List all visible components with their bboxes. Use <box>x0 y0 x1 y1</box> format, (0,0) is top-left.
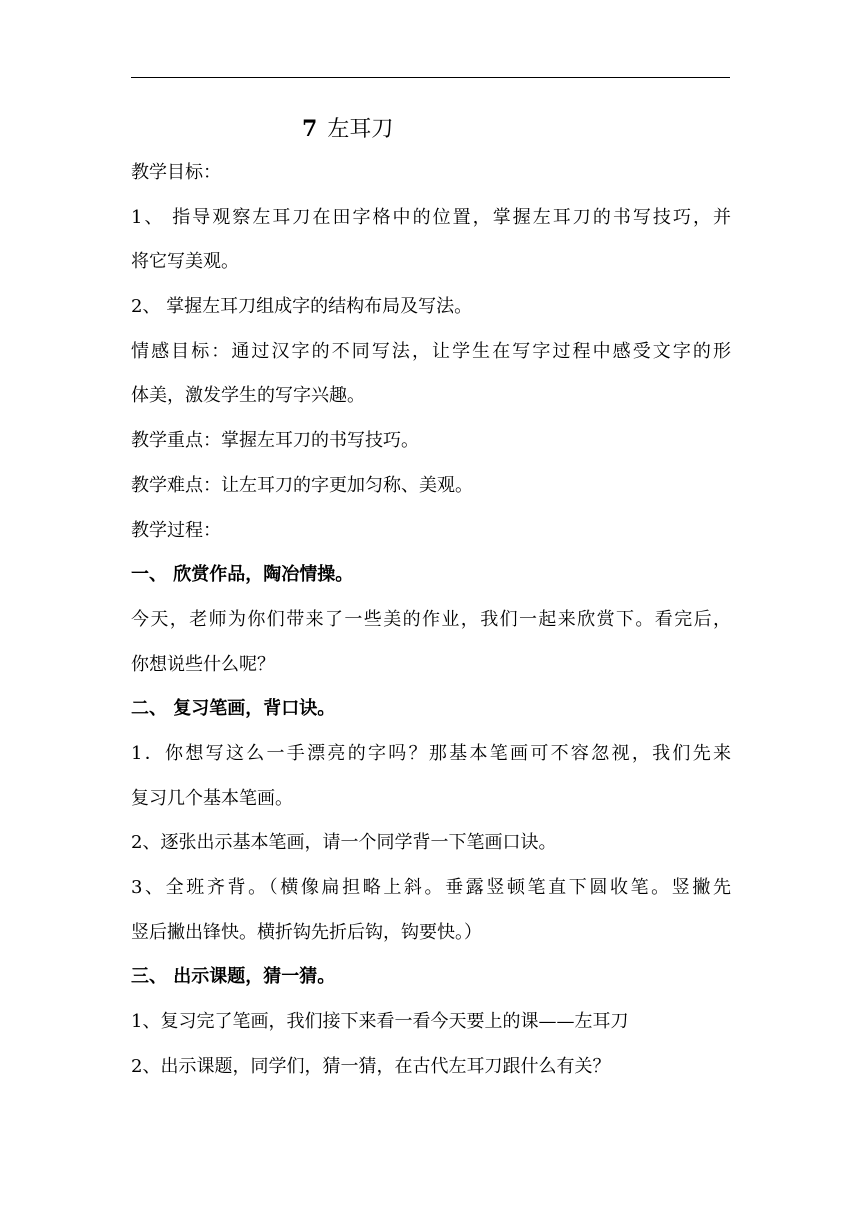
paragraph-line: 竖后撇出锋快。横折钩先折后钩，钩要快。） <box>131 921 482 943</box>
section-heading: 一、 欣赏作品，陶冶情操。 <box>131 564 354 586</box>
title-text: 左耳刀 <box>327 117 394 142</box>
paragraph-line: 情感目标：通过汉字的不同写法，让学生在写字过程中感受文字的形 <box>131 340 731 362</box>
paragraph-line: 教学过程： <box>131 519 221 541</box>
paragraph-line: 1．你想写这么一手漂亮的字吗？那基本笔画可不容忽视，我们先来 <box>131 742 731 764</box>
paragraph-line: 教学难点：让左耳刀的字更加匀称、美观。 <box>131 474 473 496</box>
paragraph-line: 复习几个基本笔画。 <box>131 787 293 809</box>
paragraph-line: 教学重点：掌握左耳刀的书写技巧。 <box>131 430 419 452</box>
document-body <box>131 158 731 1096</box>
paragraph-line: 将它写美观。 <box>131 251 239 273</box>
title-number: 7 <box>302 116 318 142</box>
paragraph-line: 今天，老师为你们带来了一些美的作业，我们一起来欣赏下。看完后， <box>131 608 731 630</box>
paragraph-line: 教学目标： <box>131 162 221 183</box>
section-heading: 三、 出示课题，猜一猜。 <box>131 966 336 988</box>
header-rule <box>131 77 730 78</box>
paragraph-line: 2、 掌握左耳刀组成字的结构布局及写法。 <box>131 296 473 318</box>
paragraph-line: 1、 指导观察左耳刀在田字格中的位置，掌握左耳刀的书写技巧，并 <box>131 206 731 228</box>
paragraph-line: 2、逐张出示基本笔画，请一个同学背一下笔画口诀。 <box>131 832 557 854</box>
section-heading: 二、 复习笔画，背口诀。 <box>131 698 336 720</box>
paragraph-line: 1、复习完了笔画，我们接下来看一看今天要上的课——左耳刀 <box>131 1011 629 1033</box>
paragraph-line: 体美，激发学生的写字兴趣。 <box>131 385 365 407</box>
paragraph-line: 2、出示课题，同学们，猜一猜，在古代左耳刀跟什么有关？ <box>131 1055 611 1077</box>
paragraph-line: 3、全班齐背。（横像扁担略上斜。垂露竖顿笔直下圆收笔。竖撇先 <box>131 877 731 898</box>
paragraph-line: 你想说些什么呢？ <box>131 653 275 675</box>
page-title <box>302 112 393 147</box>
